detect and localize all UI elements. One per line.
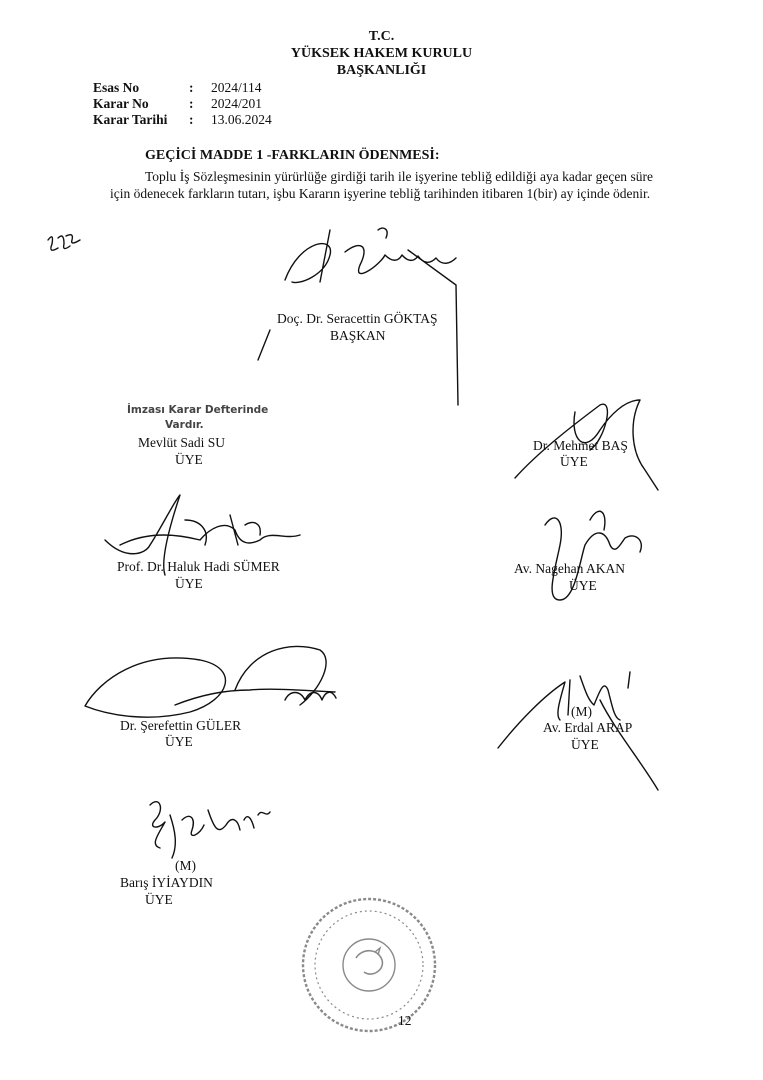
member4-role: ÜYE [569,578,597,593]
section-title: GEÇİCİ MADDE 1 -FARKLARIN ÖDENMESİ: [145,148,440,163]
colon: : [189,112,194,127]
member3-name: Prof. Dr. Haluk Hadi SÜMER [117,559,280,574]
margin-initials-icon [48,235,80,251]
member6-role: ÜYE [571,737,599,752]
meta-karar-row [93,96,262,112]
member5-name: Dr. Şerefettin GÜLER [120,718,242,733]
member7-name: Barış İYİAYDIN [120,875,213,890]
member2-name: Dr. Mehmet BAŞ [533,438,628,453]
member1-note-line1: İmzası Karar Defterinde [127,404,269,416]
member1-role: ÜYE [175,452,203,467]
tarih-value: 13.06.2024 [211,112,272,127]
member3-role: ÜYE [175,576,203,591]
tarih-label: Karar Tarihi [93,112,168,127]
member7-role: ÜYE [145,892,173,907]
member6-mark: (M) [571,704,592,719]
member4-name: Av. Nagehan AKAN [514,561,625,576]
colon: : [189,80,194,95]
esas-label: Esas No [93,80,140,95]
karar-value: 2024/201 [211,96,263,111]
member7-signature-icon [150,802,270,858]
official-stamp-icon [303,899,435,1031]
esas-value: 2024/114 [211,80,262,95]
member1-name: Mevlüt Sadi SU [138,435,226,450]
chair-role: BAŞKAN [330,328,386,343]
colon: : [189,96,194,111]
header-tc: T.C. [368,29,395,44]
karar-label: Karar No [93,96,149,111]
meta-esas-row [93,80,262,96]
member7-mark: (M) [175,858,196,873]
header-office: BAŞKANLIĞI [336,63,427,78]
member5-role: ÜYE [165,734,193,749]
body-paragraph: Toplu İş Sözleşmesinin yürürlüğe girdiği tarih ile işyerine tebliğ edildiği aya kadar geçen süre için ödenecek farkların tutarı, işbu Kararın işyerine tebliğ tarihinden itibaren 1(bir) ay içinde ödenir. [110,169,653,201]
meta-tarih-row [93,112,272,128]
member1-note-line2: Vardır. [165,419,204,431]
member2-role: ÜYE [560,454,588,469]
page-number: 12 [398,1013,412,1028]
member5-signature-icon [85,646,336,717]
member6-name: Av. Erdal ARAP [543,720,633,735]
header-institution: YÜKSEK HAKEM KURULU [290,46,473,61]
chair-name: Doç. Dr. Seracettin GÖKTAŞ [277,311,438,326]
